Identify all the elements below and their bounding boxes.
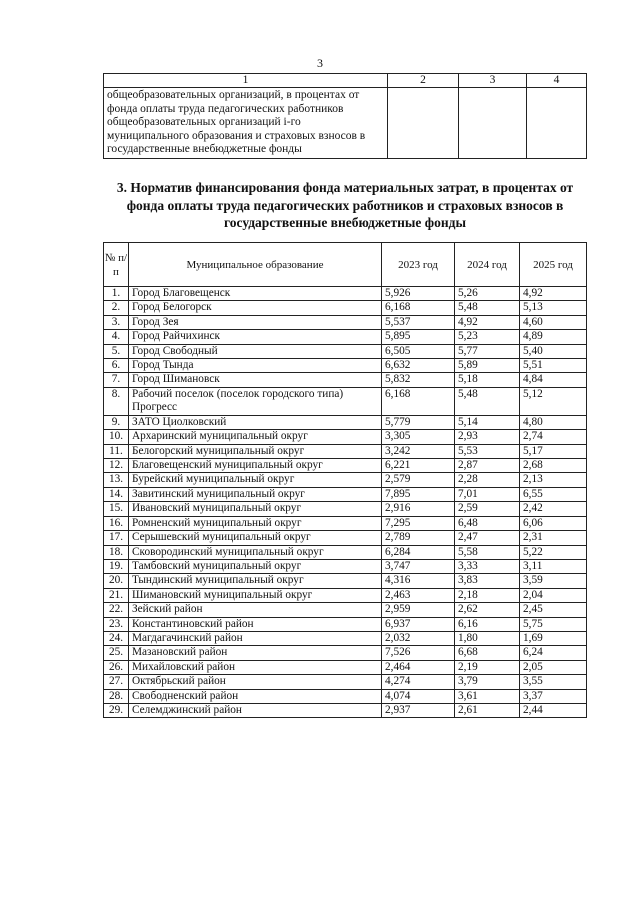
row-number: 28. — [104, 689, 129, 703]
row-value-2023: 4,074 — [382, 689, 455, 703]
row-municipality: Город Благовещенск — [129, 287, 382, 301]
row-value-2024: 2,61 — [455, 703, 520, 717]
row-value-2024: 5,48 — [455, 301, 520, 315]
table-row — [104, 646, 587, 660]
row-value-2025: 3,55 — [520, 675, 587, 689]
table-row — [104, 287, 587, 301]
row-value-2024: 2,28 — [455, 473, 520, 487]
table-row — [104, 473, 587, 487]
row-value-2023: 2,032 — [382, 631, 455, 645]
row-number: 1. — [104, 287, 129, 301]
row-value-2025: 5,12 — [520, 387, 587, 415]
row-value-2025: 5,13 — [520, 301, 587, 315]
row-municipality: Рабочий поселок (поселок городского типа) Прогресс — [129, 387, 382, 415]
row-number: 17. — [104, 531, 129, 545]
continuation-cell-text: общеобразовательных организаций, в процентах от фонда оплаты труда педагогических работников общеобразовательных организаций i-го муниципального образования и страховых взносов в государственные внебюджетные фонды — [104, 88, 388, 159]
row-value-2024: 5,53 — [455, 444, 520, 458]
row-municipality: Ивановский муниципальный округ — [129, 502, 382, 516]
row-value-2025: 2,13 — [520, 473, 587, 487]
row-number: 2. — [104, 301, 129, 315]
continuation-cell-4 — [527, 88, 587, 159]
row-number: 29. — [104, 703, 129, 717]
row-value-2025: 6,55 — [520, 487, 587, 501]
row-value-2024: 3,83 — [455, 574, 520, 588]
row-number: 4. — [104, 330, 129, 344]
row-value-2025: 2,68 — [520, 459, 587, 473]
row-value-2023: 5,537 — [382, 315, 455, 329]
row-value-2023: 5,926 — [382, 287, 455, 301]
row-value-2024: 2,93 — [455, 430, 520, 444]
table-row — [104, 344, 587, 358]
row-number: 13. — [104, 473, 129, 487]
table-row — [104, 631, 587, 645]
row-number: 23. — [104, 617, 129, 631]
row-number: 9. — [104, 415, 129, 429]
row-value-2023: 4,274 — [382, 675, 455, 689]
row-value-2024: 2,87 — [455, 459, 520, 473]
continuation-table — [103, 73, 587, 159]
table-row — [104, 502, 587, 516]
row-value-2024: 5,18 — [455, 373, 520, 387]
table-row — [104, 617, 587, 631]
financing-norm-table — [103, 242, 587, 718]
row-municipality: Тындинский муниципальный округ — [129, 574, 382, 588]
row-value-2024: 5,23 — [455, 330, 520, 344]
row-value-2024: 6,48 — [455, 516, 520, 530]
row-value-2024: 5,48 — [455, 387, 520, 415]
row-number: 21. — [104, 588, 129, 602]
table-row — [104, 703, 587, 717]
row-number: 8. — [104, 387, 129, 415]
section-title: 3. Норматив финансирования фонда материальных затрат, в процентах от фонда оплаты труда педагогических работников и страховых взносов в государственные внебюджетные фонды — [116, 180, 574, 230]
header-municipality: Муниципальное образование — [129, 243, 382, 287]
row-value-2023: 6,168 — [382, 387, 455, 415]
row-number: 12. — [104, 459, 129, 473]
table-row — [104, 315, 587, 329]
row-value-2024: 5,77 — [455, 344, 520, 358]
row-value-2023: 2,463 — [382, 588, 455, 602]
row-number: 18. — [104, 545, 129, 559]
row-number: 5. — [104, 344, 129, 358]
row-value-2024: 2,19 — [455, 660, 520, 674]
row-municipality: Город Свободный — [129, 344, 382, 358]
table-row — [104, 387, 587, 415]
row-value-2025: 3,59 — [520, 574, 587, 588]
row-value-2025: 2,31 — [520, 531, 587, 545]
row-municipality: Мазановский район — [129, 646, 382, 660]
row-value-2023: 6,505 — [382, 344, 455, 358]
row-municipality: Сковородинский муниципальный округ — [129, 545, 382, 559]
row-value-2024: 7,01 — [455, 487, 520, 501]
row-value-2025: 5,75 — [520, 617, 587, 631]
row-value-2023: 7,895 — [382, 487, 455, 501]
row-value-2024: 3,33 — [455, 559, 520, 573]
row-value-2025: 6,06 — [520, 516, 587, 530]
table-row — [104, 660, 587, 674]
row-value-2023: 6,168 — [382, 301, 455, 315]
row-value-2025: 5,17 — [520, 444, 587, 458]
table-row — [104, 444, 587, 458]
continuation-header-1: 1 — [104, 74, 388, 88]
row-value-2024: 5,89 — [455, 359, 520, 373]
row-number: 10. — [104, 430, 129, 444]
row-number: 15. — [104, 502, 129, 516]
row-value-2023: 6,221 — [382, 459, 455, 473]
row-municipality: Зейский район — [129, 603, 382, 617]
row-municipality: Тамбовский муниципальный округ — [129, 559, 382, 573]
row-value-2023: 7,295 — [382, 516, 455, 530]
row-value-2023: 5,895 — [382, 330, 455, 344]
row-value-2025: 4,80 — [520, 415, 587, 429]
row-value-2023: 5,779 — [382, 415, 455, 429]
row-value-2024: 6,68 — [455, 646, 520, 660]
table-row — [104, 603, 587, 617]
row-value-2023: 2,579 — [382, 473, 455, 487]
row-value-2025: 5,51 — [520, 359, 587, 373]
table-row — [104, 359, 587, 373]
continuation-header-2: 2 — [388, 74, 459, 88]
table-row — [104, 459, 587, 473]
row-value-2023: 3,747 — [382, 559, 455, 573]
row-value-2024: 2,18 — [455, 588, 520, 602]
row-value-2023: 6,937 — [382, 617, 455, 631]
row-value-2025: 2,42 — [520, 502, 587, 516]
row-value-2024: 4,92 — [455, 315, 520, 329]
row-value-2023: 2,937 — [382, 703, 455, 717]
row-number: 19. — [104, 559, 129, 573]
row-number: 26. — [104, 660, 129, 674]
row-value-2023: 2,916 — [382, 502, 455, 516]
continuation-header-3: 3 — [459, 74, 527, 88]
row-municipality: Город Тында — [129, 359, 382, 373]
row-value-2025: 3,37 — [520, 689, 587, 703]
row-number: 7. — [104, 373, 129, 387]
row-municipality: Завитинский муниципальный округ — [129, 487, 382, 501]
header-number: № п/п — [104, 243, 129, 287]
table-row — [104, 559, 587, 573]
row-number: 20. — [104, 574, 129, 588]
page-number: 3 — [317, 56, 323, 70]
row-municipality: Благовещенский муниципальный округ — [129, 459, 382, 473]
row-municipality: Ромненский муниципальный округ — [129, 516, 382, 530]
row-value-2025: 1,69 — [520, 631, 587, 645]
row-value-2024: 1,80 — [455, 631, 520, 645]
row-value-2023: 7,526 — [382, 646, 455, 660]
row-value-2023: 5,832 — [382, 373, 455, 387]
row-value-2023: 6,632 — [382, 359, 455, 373]
row-value-2025: 4,92 — [520, 287, 587, 301]
row-value-2025: 3,11 — [520, 559, 587, 573]
row-municipality: Серышевский муниципальный округ — [129, 531, 382, 545]
row-value-2025: 4,60 — [520, 315, 587, 329]
row-municipality: Белогорский муниципальный округ — [129, 444, 382, 458]
continuation-row — [104, 88, 587, 159]
row-value-2025: 2,04 — [520, 588, 587, 602]
row-value-2025: 5,40 — [520, 344, 587, 358]
continuation-cell-3 — [459, 88, 527, 159]
table-header-row — [104, 243, 587, 287]
row-number: 27. — [104, 675, 129, 689]
table-row — [104, 531, 587, 545]
row-value-2024: 3,61 — [455, 689, 520, 703]
row-value-2024: 2,47 — [455, 531, 520, 545]
row-value-2023: 2,464 — [382, 660, 455, 674]
row-value-2025: 5,22 — [520, 545, 587, 559]
table-row — [104, 574, 587, 588]
continuation-header-4: 4 — [527, 74, 587, 88]
table-row — [104, 516, 587, 530]
table-row — [104, 588, 587, 602]
row-value-2025: 6,24 — [520, 646, 587, 660]
row-value-2025: 2,74 — [520, 430, 587, 444]
header-2023: 2023 год — [382, 243, 455, 287]
table-row — [104, 330, 587, 344]
row-number: 16. — [104, 516, 129, 530]
row-municipality: Октябрьский район — [129, 675, 382, 689]
row-value-2025: 4,84 — [520, 373, 587, 387]
row-municipality: Селемджинский район — [129, 703, 382, 717]
row-value-2024: 2,59 — [455, 502, 520, 516]
row-number: 3. — [104, 315, 129, 329]
row-value-2025: 2,45 — [520, 603, 587, 617]
row-value-2024: 6,16 — [455, 617, 520, 631]
row-value-2025: 2,05 — [520, 660, 587, 674]
table-row — [104, 415, 587, 429]
row-value-2023: 3,305 — [382, 430, 455, 444]
row-value-2025: 4,89 — [520, 330, 587, 344]
row-municipality: Город Шимановск — [129, 373, 382, 387]
row-value-2023: 4,316 — [382, 574, 455, 588]
row-value-2023: 3,242 — [382, 444, 455, 458]
row-number: 14. — [104, 487, 129, 501]
row-value-2025: 2,44 — [520, 703, 587, 717]
table-row — [104, 373, 587, 387]
row-value-2024: 2,62 — [455, 603, 520, 617]
header-2025: 2025 год — [520, 243, 587, 287]
header-2024: 2024 год — [455, 243, 520, 287]
row-value-2023: 2,789 — [382, 531, 455, 545]
row-value-2024: 5,58 — [455, 545, 520, 559]
row-value-2024: 3,79 — [455, 675, 520, 689]
row-municipality: Константиновский район — [129, 617, 382, 631]
row-value-2024: 5,26 — [455, 287, 520, 301]
row-municipality: Свободненский район — [129, 689, 382, 703]
row-value-2024: 5,14 — [455, 415, 520, 429]
row-number: 25. — [104, 646, 129, 660]
row-number: 24. — [104, 631, 129, 645]
continuation-header-row — [104, 74, 587, 88]
row-number: 22. — [104, 603, 129, 617]
row-municipality: Город Белогорск — [129, 301, 382, 315]
table-row — [104, 675, 587, 689]
row-value-2023: 2,959 — [382, 603, 455, 617]
table-row — [104, 301, 587, 315]
continuation-cell-2 — [388, 88, 459, 159]
row-value-2023: 6,284 — [382, 545, 455, 559]
row-municipality: Архаринский муниципальный округ — [129, 430, 382, 444]
table-row — [104, 689, 587, 703]
table-row — [104, 430, 587, 444]
row-municipality: ЗАТО Циолковский — [129, 415, 382, 429]
row-municipality: Город Райчихинск — [129, 330, 382, 344]
row-municipality: Бурейский муниципальный округ — [129, 473, 382, 487]
row-municipality: Город Зея — [129, 315, 382, 329]
row-number: 6. — [104, 359, 129, 373]
row-municipality: Михайловский район — [129, 660, 382, 674]
row-municipality: Шимановский муниципальный округ — [129, 588, 382, 602]
table-row — [104, 487, 587, 501]
table-row — [104, 545, 587, 559]
table-body — [104, 287, 587, 718]
row-number: 11. — [104, 444, 129, 458]
row-municipality: Магдагачинский район — [129, 631, 382, 645]
